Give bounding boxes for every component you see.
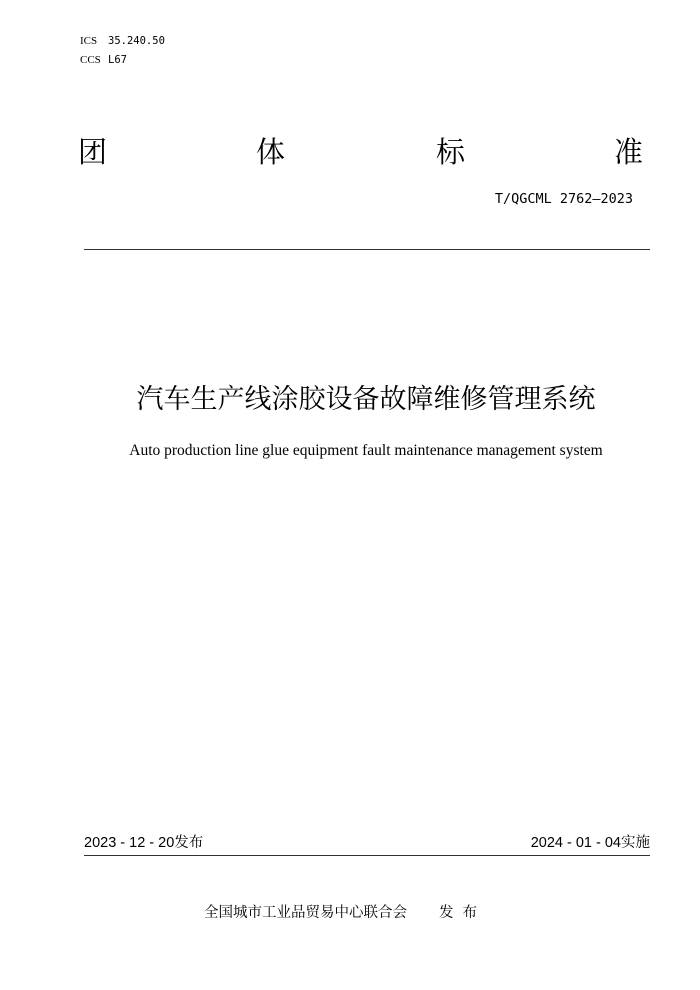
implement-date-value: 2024 - 01 - 04 (530, 835, 621, 851)
ccs-value: L67 (108, 54, 127, 66)
standard-type-char: 团 (78, 135, 108, 169)
publisher-line (204, 903, 486, 923)
standard-type-char: 准 (614, 135, 644, 169)
standard-title-english: Auto production line glue equipment fault maintenance management system (129, 442, 603, 459)
footer-divider (84, 855, 650, 856)
standard-title-chinese: 汽车生产线涂胶设备故障维修管理系统 (136, 384, 596, 415)
standard-number: T/QGCML 2762—2023 (494, 191, 633, 207)
standard-type-char: 标 (436, 135, 466, 169)
ccs-classification (80, 53, 127, 67)
publish-date (84, 833, 203, 853)
implement-date (531, 833, 650, 853)
publish-date-value: 2023 - 12 - 20 (84, 835, 175, 851)
publisher-name: 全国城市工业品贸易中心联合会 (204, 905, 407, 921)
implement-date-suffix: 实施 (621, 835, 650, 851)
publisher-publish-label: 发布 (439, 905, 486, 921)
ics-label: ICS (80, 35, 98, 47)
publish-date-suffix: 发布 (174, 835, 204, 851)
header-divider (84, 249, 650, 250)
ics-value: 35.240.50 (108, 35, 165, 47)
standard-type-char: 体 (256, 135, 286, 169)
ccs-label: CCS (80, 54, 101, 66)
ics-classification (80, 34, 165, 48)
